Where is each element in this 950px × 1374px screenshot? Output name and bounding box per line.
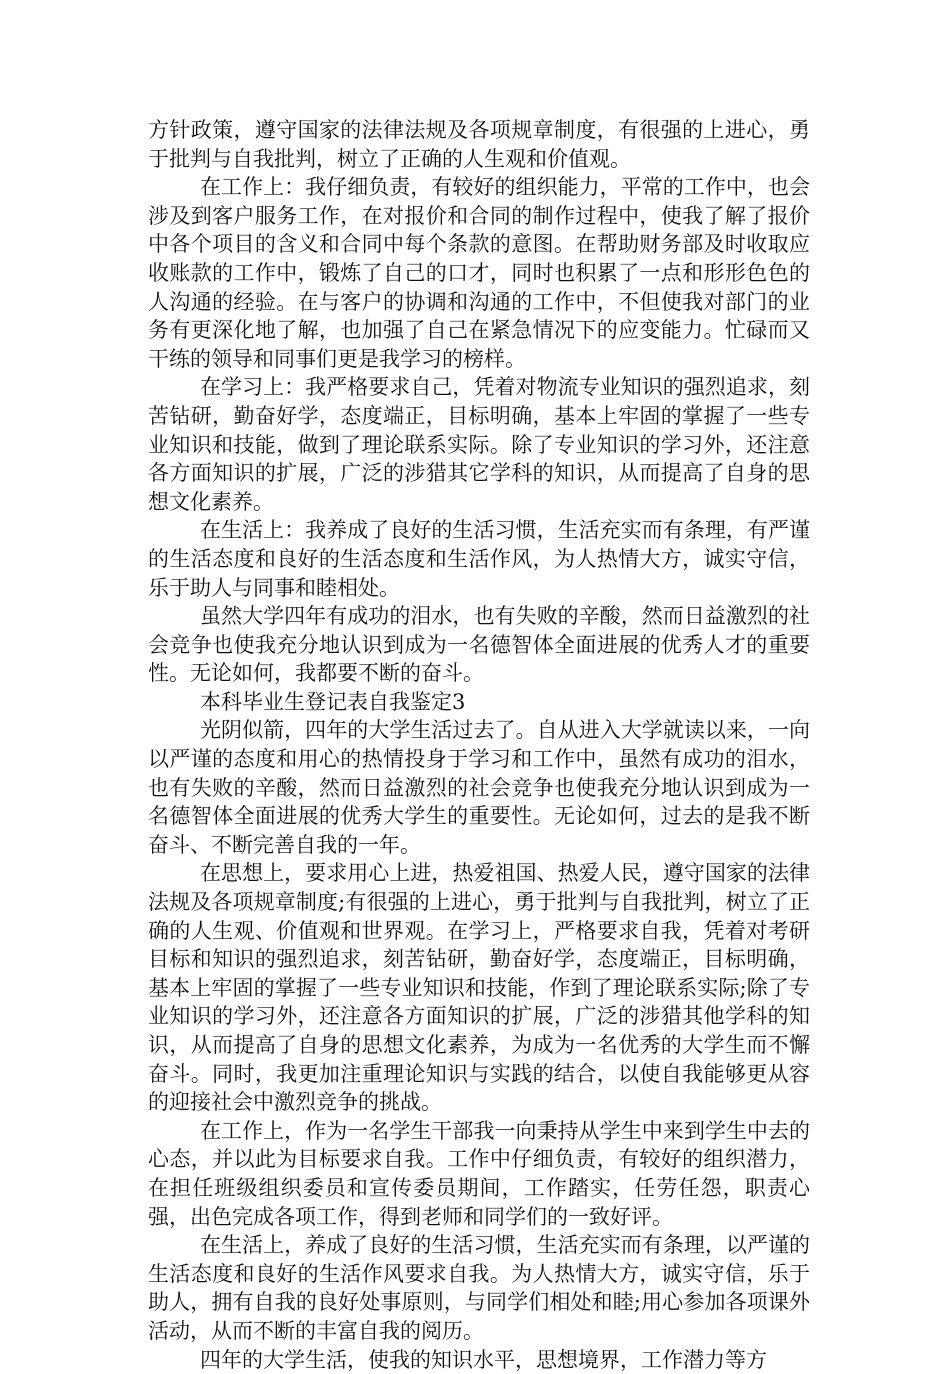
paragraph-7: 在思想上，要求用心上进，热爱祖国、热爱人民，遵守国家的法律法规及各项规章制度;有很强的上进心，勇于批判与自我批判，树立了正确的人生观、价值观和世界观。在学习上，严格要求自我，凭着对考研目标和知识的强烈追求，刻苦钻研，勤奋好学，态度端正，目标明确，基本上牢固的掌握了一些专业知识和技能，作到了理论联系实际;除了专业知识的学习外，还注意各方面知识的扩展，广泛的涉猎其他学科的知识，从而提高了自身的思想文化素养，为成为一名优秀的大学生而不懈奋斗。同时，我更加注重理论知识与实践的结合，以使自我能够更从容的迎接社会中激烈竞争的挑战。 xyxy=(148,861,810,1115)
paragraph-0: 方针政策，遵守国家的法律法规及各项规章制度，有很强的上进心，勇于批判与自我批判，树立了正确的人生观和价值观。 xyxy=(148,118,810,171)
paragraph-4: 虽然大学四年有成功的泪水，也有失败的辛酸，然而日益激烈的社会竞争也使我充分地认识到成为一名德智体全面进展的优秀人才的重要性。无论如何，我都要不断的奋斗。 xyxy=(148,604,810,686)
paragraph-9: 在生活上，养成了良好的生活习惯，生活充实而有条理，以严谨的生活态度和良好的生活作风要求自我。为人热情大方，诚实守信，乐于助人，拥有自我的良好处事原则，与同学们相处和睦;用心参加各项课外活动，从而不断的丰富自我的阅历。 xyxy=(148,1233,810,1343)
paragraph-10: 四年的大学生活，使我的知识水平，思想境界，工作潜力等方 xyxy=(200,1347,767,1372)
paragraph-2: 在学习上：我严格要求自己，凭着对物流专业知识的强烈追求，刻苦钻研，勤奋好学，态度端正，目标明确，基本上牢固的掌握了一些专业知识和技能，做到了理论联系实际。除了专业知识的学习外，还注意各方面知识的扩展，广泛的涉猎其它学科的知识，从而提高了自身的思想文化素养。 xyxy=(148,375,810,514)
paragraph-1: 在工作上：我仔细负责，有较好的组织能力，平常的工作中，也会涉及到客户服务工作，在对报价和合同的制作过程中，使我了解了报价中各个项目的含义和合同中每个条款的意图。在帮助财务部及时收取应收账款的工作中，锻炼了自己的口才，同时也积累了一点和形形色色的人沟通的经验。在与客户的协调和沟通的工作中，不但使我对部门的业务有更深化地了解，也加强了自己在紧急情况下的应变能力。忙碌而又干练的领导和同事们更是我学习的榜样。 xyxy=(148,175,810,371)
paragraph-6: 光阴似箭，四年的大学生活过去了。自从进入大学就读以来，一向以严谨的态度和用心的热情投身于学习和工作中，虽然有成功的泪水，也有失败的辛酸，然而日益激烈的社会竞争也使我充分地认识到成为一名德智体全面进展的优秀大学生的重要性。无论如何，过去的是我不断奋斗、不断完善自我的一年。 xyxy=(148,718,810,857)
document-body xyxy=(148,116,810,1374)
paragraph-3: 在生活上：我养成了良好的生活习惯，生活充实而有条理，有严谨的生活态度和良好的生活态度和生活作风，为人热情大方，诚实守信，乐于助人与同事和睦相处。 xyxy=(148,518,810,600)
section-heading: 本科毕业生登记表自我鉴定3 xyxy=(200,689,466,714)
paragraph-8: 在工作上，作为一名学生干部我一向秉持从学生中来到学生中去的心态，并以此为目标要求自我。工作中仔细负责，有较好的组织潜力，在担任班级组织委员和宣传委员期间，工作踏实，任劳任怨，职责心强，出色完成各项工作，得到老师和同学们的一致好评。 xyxy=(148,1118,810,1229)
